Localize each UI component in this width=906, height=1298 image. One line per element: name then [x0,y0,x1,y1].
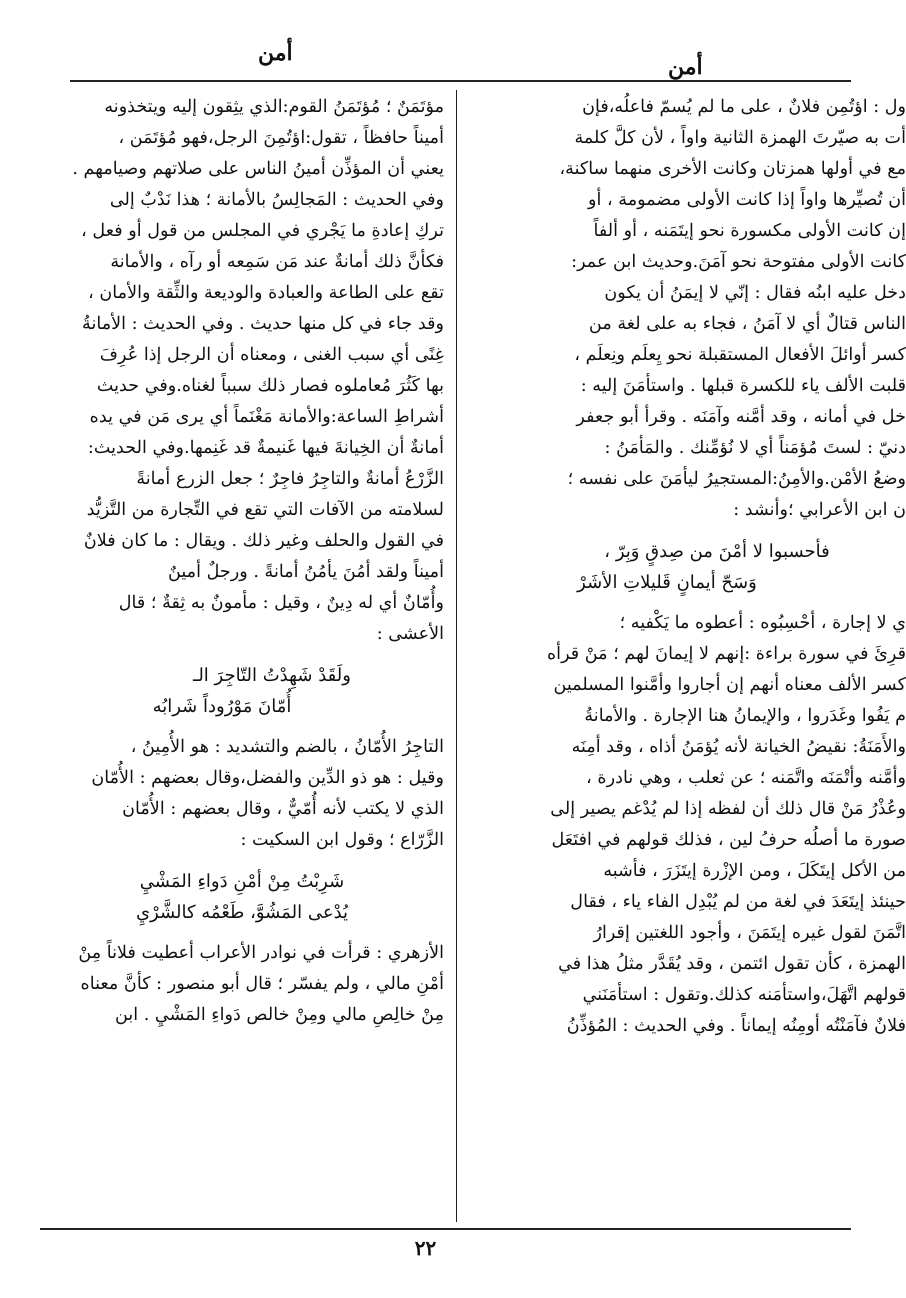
text-line: تركِ إعادةِ ما يَجْري في المجلس من قول أو فعل ، [81,221,444,241]
text-line: تقع على الطاعة والعبادة والوديعة والثِّقة والأمان ، [88,283,444,303]
text-line: وأُمّانٌ أي له دِينٌ ، وقيل : مأمونٌ به ثِقةٌ ؛ قال [118,593,444,613]
text-line: الأزهري : قرأت في نوادر الأعراب أعطيت فلاناً مِنْ [78,943,444,963]
text-line: فكأنَّ ذلك أمانةٌ عند مَن سَمِعه أو رآه ، والأمانة [110,252,444,272]
text-line: قولهم اتَّهَلَ،واستأمَنه كذلك.وتقول : استأمَنَني [582,985,906,1005]
page-number: ٢٢ [414,1236,437,1260]
text-line: الناس قتالٌ أي لا آمَنُ ، فجاء به على لغة من [588,314,906,334]
text-line: دخل عليه ابنُه فقال : إنّي لا إيمَنُ أن يكون [604,283,906,303]
text-line: وضعُ الأمْن.والأمِنُ:المستجيرُ ليأمَنَ على نفسه ؛ [567,469,906,489]
text-line: فلانٌ فآمَنْتُه أومِنُه إيماناً . وفي الحديث : المُؤذِّنُ [566,1016,906,1036]
text-line: من الأكل إيتَكَلَ ، ومن الإزْرة إيتَزَرَ ، فأشبه [603,861,906,881]
text-line: مع في أولها همزتان وكانت الأخرى منهما ساكنة، [559,159,906,179]
text-line: والأَمَنَةُ: نقيضُ الخيانة لأنه يُؤمَنُ أذاه ، وقد أمِنَه [571,737,906,757]
text-line: الزَّرّاع ؛ وقول ابن السكيت : [240,830,444,850]
text-line: الذي لا يكتب لأنه أُمّيٌّ ، وقال بعضهم : الأُمّان [122,799,444,819]
verse-line: أُمّانَ مَوْرُوداً شَرابُه [152,696,292,717]
text-line: خل في أمانه ، وقد أمَّنه وآمَنَه . وقرأ أبو جعفر [576,407,906,427]
text-line: ن ابن الأعرابي ؛وأنشد : [733,500,906,520]
left-column [40,92,444,1224]
text-line: وأمَّنه وأتْمَنَه واتَّمَنه ؛ عن ثعلب ، وهي نادرة ، [586,768,906,788]
text-line: وعُذْرُ مَنْ قال ذلك أن لفظه إذا لم يُدْغم يصير إلى [550,799,906,819]
text-line: إن كانت الأولى مكسورة نحو إيتَمَنه ، أو ألفاً [593,221,906,241]
text-line: حينئذ إيتَعَدَ في لغة من لم يُبْدِل الفاء ياء ، فقال [570,892,906,912]
text-line: بها كَثُرَ مُعاملوه فصار ذلك سبباً لغناه.وفي حديث [96,376,444,396]
verse-line: فأحسبوا لا أمْنَ من صِدقٍ وَبِرّ ، [604,541,830,562]
text-line: اتَّمَنَ لقول غيره إيتَمَنَ ، وأجود اللغتين إقرارُ [593,923,906,943]
text-line: أمانةٌ أن الخِيانةَ فيها غَنيمةٌ قد غَنِمها.وفي الحديث: [87,438,444,458]
text-line: الهمزة ، كأن تقول ائتمن ، وقد يُقَدَّر مثلُ هذا في [558,954,906,974]
text-line: قرِئَ في سورة براءة :إنهم لا إيمانَ لهم ؛ مَنْ قرأه [546,644,906,664]
text-line: ول : اؤتُمِن فلانٌ ، على ما لم يُسمّ فاعلُه،فإن [582,97,906,117]
text-line: غِنًى أي سبب الغنى ، ومعناه أن الرجل إذا عُرِفَ [99,345,444,365]
text-line: وفي الحديث : المَجالِسُ بالأمانة ؛ هذا نَدْبٌ إلى [109,190,444,210]
verse-line: وَسَحّ أيمانٍ قَليلاتِ الأشَرْ [577,572,757,593]
text-line: أميناً ولقد أمُنَ يأمُنُ أمانةً . ورجلٌ أمينٌ [167,562,444,582]
text-line: التاجِرُ الأُمّانُ ، بالضم والتشديد : هو الأُمِينُ ، [130,737,444,757]
text-line: قلبت الألف ياء للكسرة قبلها . واستأمَنَ إليه : [580,376,906,396]
column-divider [456,90,457,1222]
text-line: لسلامته من الآفات التي تقع في التِّجارة من التَّزيُّد [86,500,444,520]
text-line: أت به صيّرتَ الهمزة الثانية واواً ، لأن كلَّ كلمة [574,128,906,148]
right-column-text [468,92,906,1042]
text-line: كانت الأولى مفتوحة نحو آمَنَ.وحديث ابن عمر: [571,252,906,272]
text-line: في القول والحلف وغير ذلك . ويقال : ما كان فلانٌ [83,531,444,551]
left-column-text [40,92,444,1031]
text-line: كسر الألف معناه أنهم إن أجاروا وأمَّنوا المسلمين [553,675,906,695]
text-line: مِنْ خالِصِ مالي ومِنْ خالص دَواءِ المَشْيِ . ابن [114,1005,444,1025]
text-line: أشراطِ الساعة:والأمانة مَغْنَماً أي يرى مَن في يده [89,407,444,427]
text-line: وقيل : هو ذو الدِّين والفضل،وقال بعضهم : الأُمّان [91,768,444,788]
header-rule [70,80,851,82]
footer-rule [40,1228,851,1230]
running-head-left: أمن [258,40,293,66]
text-line: أميناً حافظاً ، تقول:اؤتُمِنَ الرجل،فهو مُؤتَمَن ، [118,128,444,148]
verse-line: يُدْعى المَشُوَّ، طَعْمُه كالشَّرْيِ [135,902,349,923]
text-line: الأعشى : [376,624,444,644]
verse-line: ولَقَدْ شَهِدْتُ التّاجِرَ الـ [193,665,351,686]
text-line: وقد جاء في كل منها حديث . وفي الحديث : الأمانةُ [82,314,444,334]
text-line: صورة ما أصلُه حرفُ لين ، فذلك قولهم في افتَعَل [551,830,906,850]
text-line: أن تُصيِّرها واواً إذا كانت الأولى مضمومة ، أو [588,190,906,210]
right-column [468,92,906,1224]
running-head-right: أمن [668,54,703,80]
verse-line: شَرِبْتُ مِنْ أمْنِ دَواءِ المَشْيِ [139,871,345,892]
text-line: يعني أن المؤذِّن أمينُ الناس على صلاتهم وصيامهم . [72,159,444,179]
text-line: مؤتَمَنٌ ؛ مُؤتَمَنُ القوم:الذي يثِقون إليه ويتخذونه [104,97,444,117]
text-line: كسر أوائلَ الأفعال المستقبلة نحو يِعلَم ونِعلَم ، [574,345,906,365]
text-line: الزَّرْعُ أمانةٌ والتاجِرُ فاجِرٌ ؛ جعل الزرع أمانةً [136,469,444,489]
text-line: دنيّ : لستَ مُؤمَناً أي لا نُؤمِّنك . والمَأمَنُ : [604,438,906,458]
text-line: أمْنِ مالي ، ولم يفسّر ؛ قال أبو منصور : كأنَّ معناه [80,974,444,994]
text-line: ي لا إجارة ، أحْسِبُوه : أعطوه ما يَكْفيه ؛ [619,613,906,633]
text-line: م يَفُوا وغَدَروا ، والإيمانُ هنا الإجارة . والأمانةُ [584,706,906,726]
